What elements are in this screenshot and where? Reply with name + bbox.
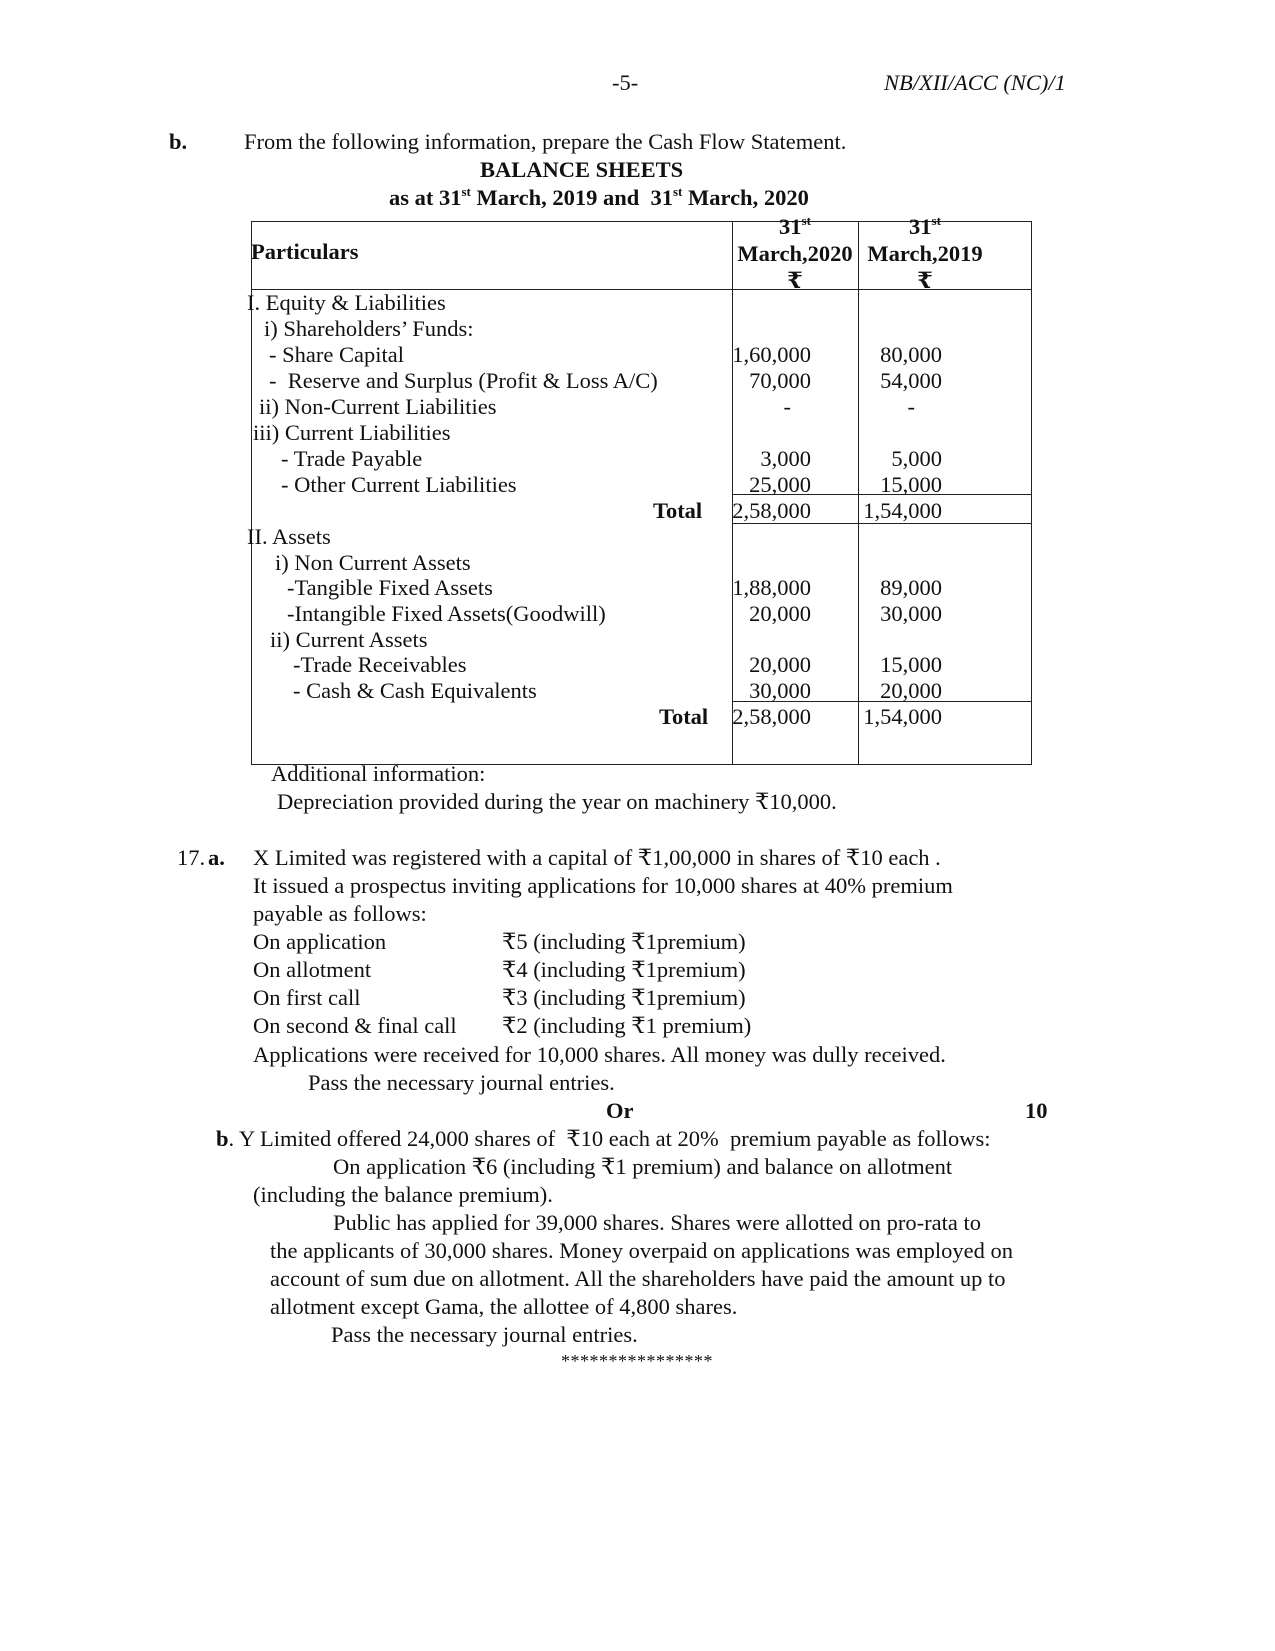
paper-code: NB/XII/ACC (NC)/1 — [884, 70, 1066, 95]
question-text: account of sum due on allotment. All the shareholders have paid the amount up to — [270, 1266, 1006, 1291]
schedule-stage: On application — [253, 929, 387, 954]
value-2019: 15,000 — [880, 652, 942, 677]
total-label: Total — [653, 498, 703, 523]
row-label: II. Assets — [247, 524, 331, 549]
question-text: It issued a prospectus inviting applications for 10,000 shares at 40% premium — [253, 873, 953, 898]
schedule-stage: On allotment — [253, 957, 372, 982]
value-2020: 20,000 — [749, 652, 811, 677]
question-text: the applicants of 30,000 shares. Money overpaid on applications was employed on — [270, 1238, 1013, 1263]
value-2020: - — [783, 394, 791, 419]
table-divider — [858, 221, 859, 765]
schedule-amount: ₹3 (including ₹1premium) — [502, 985, 746, 1010]
value-2019: 15,000 — [880, 472, 942, 497]
total-2020: 2,58,000 — [732, 704, 811, 729]
value-2020: 1,88,000 — [732, 575, 811, 600]
row-label: - Share Capital — [269, 342, 404, 367]
question-number: 17. — [177, 845, 206, 870]
row-label: - Reserve and Surplus (Profit & Loss A/C) — [269, 368, 658, 393]
value-2019: 89,000 — [880, 575, 942, 600]
additional-info-heading: Additional information: — [271, 761, 486, 786]
balance-sheet-title: BALANCE SHEETS — [480, 157, 684, 182]
row-label: i) Shareholders’ Funds: — [264, 316, 474, 341]
row-label: - Cash & Cash Equivalents — [293, 678, 537, 703]
value-2020: 1,60,000 — [732, 342, 811, 367]
value-2020: 25,000 — [749, 472, 811, 497]
table-divider — [732, 523, 1032, 524]
question-text: (including the balance premium). — [253, 1182, 553, 1207]
question-text: X Limited was registered with a capital of ₹1,00,000 in shares of ₹10 each . — [253, 845, 941, 870]
value-2020: 20,000 — [749, 601, 811, 626]
row-label: -Intangible Fixed Assets(Goodwill) — [287, 601, 606, 626]
row-label: -Tangible Fixed Assets — [287, 575, 493, 600]
question-label: a. — [208, 845, 225, 870]
row-label: -Trade Receivables — [293, 652, 467, 677]
question-text: Public has applied for 39,000 shares. Shares were allotted on pro-rata to — [333, 1210, 981, 1235]
value-2019: - — [907, 394, 915, 419]
question-text: On application ₹6 (including ₹1 premium) and balance on allotment — [333, 1154, 953, 1179]
balance-sheet-subtitle: as at 31st March, 2019 and 31st March, 2020 — [389, 184, 809, 210]
row-label: iii) Current Liabilities — [253, 420, 451, 445]
value-2020: 3,000 — [760, 446, 811, 471]
column-header-particulars: Particulars — [251, 239, 359, 264]
row-label: ii) Current Assets — [270, 627, 428, 652]
value-2019: 30,000 — [880, 601, 942, 626]
schedule-stage: On second & final call — [253, 1013, 457, 1038]
row-label: I. Equity & Liabilities — [247, 290, 446, 315]
row-label: - Other Current Liabilities — [281, 472, 517, 497]
question-text: Pass the necessary journal entries. — [331, 1322, 638, 1347]
row-label: ii) Non-Current Liabilities — [259, 394, 497, 419]
value-2020: 70,000 — [749, 368, 811, 393]
question-text: allotment except Gama, the allottee of 4,800 shares. — [270, 1294, 738, 1319]
question-label: b. — [169, 129, 188, 154]
column-header-2020: 31st March,2020 ₹ — [737, 213, 853, 293]
schedule-amount: ₹5 (including ₹1premium) — [502, 929, 746, 954]
total-label: Total — [659, 704, 709, 729]
value-2019: 80,000 — [880, 342, 942, 367]
column-header-2019: 31st March,2019 ₹ — [867, 213, 983, 293]
schedule-amount: ₹2 (including ₹1 premium) — [502, 1013, 752, 1038]
question-instruction: From the following information, prepare the Cash Flow Statement. — [244, 129, 847, 154]
schedule-stage: On first call — [253, 985, 361, 1010]
row-label: i) Non Current Assets — [275, 550, 471, 575]
total-2019: 1,54,000 — [863, 498, 942, 523]
value-2020: 30,000 — [749, 678, 811, 703]
marks: 10 — [1025, 1098, 1048, 1123]
row-label: - Trade Payable — [281, 446, 423, 471]
value-2019: 5,000 — [891, 446, 942, 471]
question-text: Applications were received for 10,000 shares. All money was dully received. — [253, 1042, 946, 1067]
schedule-amount: ₹4 (including ₹1premium) — [502, 957, 746, 982]
value-2019: 54,000 — [880, 368, 942, 393]
total-2020: 2,58,000 — [732, 498, 811, 523]
question-text: payable as follows: — [253, 901, 427, 926]
question-label: b — [216, 1126, 229, 1151]
or-separator: Or — [606, 1098, 634, 1123]
total-2019: 1,54,000 — [863, 704, 942, 729]
page-number: -5- — [612, 70, 639, 95]
value-2019: 20,000 — [880, 678, 942, 703]
table-divider — [732, 221, 733, 765]
question-text: b. Y Limited offered 24,000 shares of ₹10 each at 20% premium payable as follows: — [216, 1126, 991, 1151]
additional-info-text: Depreciation provided during the year on machinery ₹10,000. — [277, 789, 837, 814]
balance-sheet-table — [247, 213, 1032, 765]
end-marker: **************** — [561, 1351, 713, 1371]
question-text: Pass the necessary journal entries. — [308, 1070, 615, 1095]
